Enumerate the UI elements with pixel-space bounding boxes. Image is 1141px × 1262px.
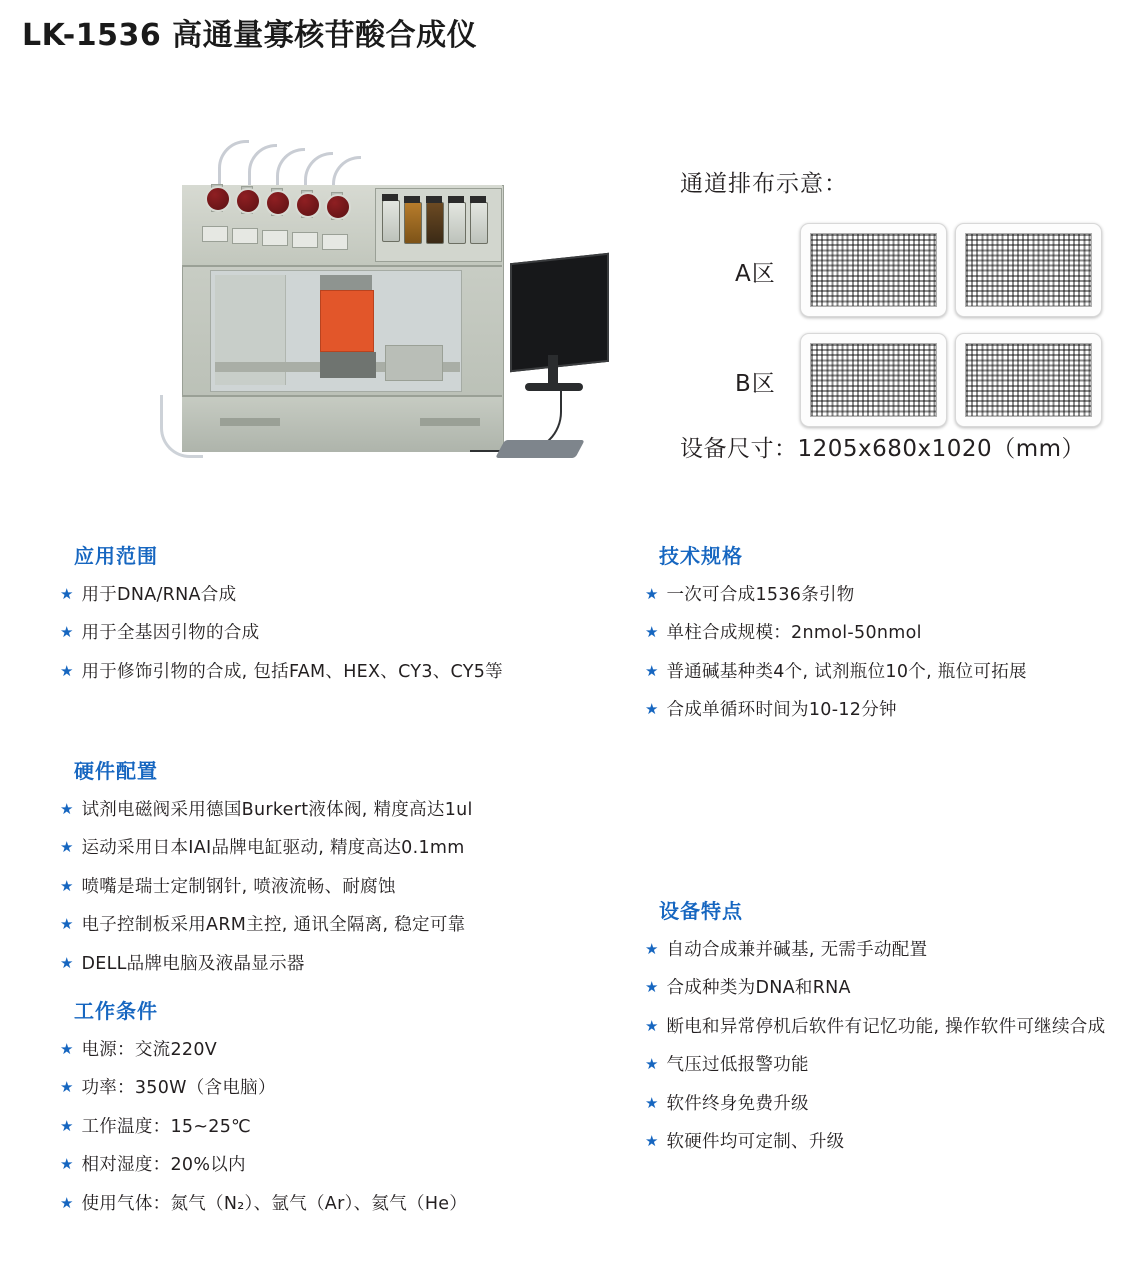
list-item-label: 喷嘴是瑞士定制钢针, 喷液流畅、耐腐蚀 [81,876,396,897]
reagent-bottle [426,202,444,244]
list-item [645,1092,1125,1117]
zone-label-b: B区 [735,371,776,397]
list-item-label: 试剂电磁阀采用德国Burkert液体阀, 精度高达1ul [81,800,473,820]
section-title-specifications: 技术规格 [659,544,743,568]
list-item-label: 断电和异常停机后软件有记忆功能, 操作软件可继续合成 [666,1016,1106,1037]
list-item [60,836,620,861]
list-item-label: 一次可合成1536条引物 [666,585,855,605]
star-icon: ★ [60,838,74,857]
star-icon: ★ [60,915,74,934]
list-item [60,913,620,938]
carriage [320,352,376,378]
section-working-conditions [60,995,620,1230]
panel-switch [322,234,348,250]
valve-knob [325,194,351,220]
star-icon: ★ [645,1131,659,1150]
star-icon: ★ [60,1116,74,1135]
list-item-label: 相对湿度：20%以内 [81,1155,246,1176]
bottle-cap [426,196,442,203]
bottle-cap [470,196,486,203]
section-application [60,540,620,698]
list-item-label: 合成种类为DNA和RNA [666,978,851,999]
valve-knob [235,188,261,214]
list-item-label: 用于修饰引物的合成, 包括FAM、HEX、CY3、CY5等 [81,661,503,682]
star-icon: ★ [60,953,74,972]
star-icon: ★ [60,1193,74,1212]
star-icon: ★ [60,623,74,642]
list-item-label: 气压过低报警功能 [666,1055,809,1076]
list-item-label: 单柱合成规模：2nmol-50nmol [666,623,922,644]
panel-switch [262,230,288,246]
star-icon: ★ [60,1155,74,1174]
plate-well-grid [965,343,1092,417]
base-slot [220,418,280,426]
list-item [60,1076,620,1101]
plate-holder [385,345,443,381]
floor-tube [160,395,203,458]
list-item [645,1130,1125,1155]
list-item-label: 工作温度：15~25℃ [81,1116,252,1137]
list-item [645,660,1125,685]
microplate-a1 [800,223,947,317]
reagent-bottle [448,202,466,244]
list-item [60,583,620,608]
star-icon: ★ [645,978,659,997]
bottle-cap [404,196,420,203]
plate-well-grid [965,233,1092,307]
section-title-hardware: 硬件配置 [74,759,158,783]
plate-well-grid [810,343,937,417]
valve-knob [295,192,321,218]
bottle-cap [382,194,398,201]
star-icon: ★ [645,700,659,719]
list-item [60,1153,620,1178]
list-item-label: 合成单循环时间为10-12分钟 [666,700,897,721]
list-item-label: 自动合成兼并碱基, 无需手动配置 [666,940,928,960]
list-item [645,583,1125,608]
star-icon: ★ [60,585,74,603]
star-icon: ★ [645,1093,659,1112]
panel-switch [202,226,228,242]
list-item-label: 使用气体：氮气（N₂）、氩气（Ar）、氦气（He） [81,1193,468,1214]
star-icon: ★ [60,1040,74,1058]
star-icon: ★ [645,1016,659,1035]
list-item [60,952,620,977]
channel-layout-diagram [660,155,1120,475]
list-item-label: 功率：350W（含电脑） [81,1078,276,1099]
list-item [645,976,1125,1001]
star-icon: ★ [645,940,659,958]
microplate-a2 [955,223,1102,317]
panel-switch [292,232,318,248]
list-item-label: 运动采用日本IAI品牌电缸驱动, 精度高达0.1mm [81,838,465,859]
list-item-label: 用于全基因引物的合成 [81,623,260,644]
star-icon: ★ [645,661,659,680]
list-item-label: 普通碱基种类4个, 试剂瓶位10个, 瓶位可拓展 [666,661,1027,682]
zone-label-a: A区 [735,261,776,287]
orange-module [320,290,374,352]
section-features [645,895,1125,1168]
bottle-cap [448,196,464,203]
list-item [645,698,1125,723]
star-icon: ★ [60,1078,74,1097]
section-specifications [645,540,1125,737]
reagent-bottle [470,202,488,244]
list-item [60,1038,620,1063]
star-icon: ★ [60,800,74,818]
device-dimension-text: 设备尺寸：1205x680x1020（mm） [680,436,1085,462]
valve-knob [205,186,231,212]
star-icon: ★ [60,661,74,680]
monitor-stand [548,355,558,385]
microplate-b1 [800,333,947,427]
list-item [60,660,620,685]
plate-well-grid [810,233,937,307]
monitor-screen [510,253,609,372]
list-item-label: 软件终身免费升级 [666,1093,809,1114]
star-icon: ★ [645,1055,659,1074]
list-item [60,1115,620,1140]
star-icon: ★ [645,585,659,603]
page-title: LK-1536 高通量寡核苷酸合成仪 [22,18,478,53]
list-item-label: DELL品牌电脑及液晶显示器 [81,953,305,974]
panel-switch [232,228,258,244]
list-item-label: 电子控制板采用ARM主控, 通讯全隔离, 稳定可靠 [81,915,466,936]
list-item-label: 电源：交流220V [81,1040,218,1060]
list-item [645,1053,1125,1078]
star-icon: ★ [645,623,659,642]
list-item-label: 软硬件均可定制、升级 [666,1131,845,1152]
list-item [60,798,620,823]
list-item [645,621,1125,646]
section-title-features: 设备特点 [659,899,743,923]
list-item [645,938,1125,963]
reagent-bottle [404,202,422,244]
list-item [60,875,620,900]
valve-knob [265,190,291,216]
section-title-working-conditions: 工作条件 [74,999,158,1023]
keyboard [495,440,585,458]
microplate-b2 [955,333,1102,427]
product-photo [170,140,590,470]
print-head-mount [320,275,372,291]
list-item [645,1015,1125,1040]
reagent-bottle [382,200,400,242]
diagram-title: 通道排布示意： [680,171,848,197]
list-item [60,1192,620,1217]
star-icon: ★ [60,876,74,895]
section-hardware [60,755,620,990]
list-item-label: 用于DNA/RNA合成 [81,585,237,605]
list-item [60,621,620,646]
section-title-application: 应用范围 [74,544,158,568]
